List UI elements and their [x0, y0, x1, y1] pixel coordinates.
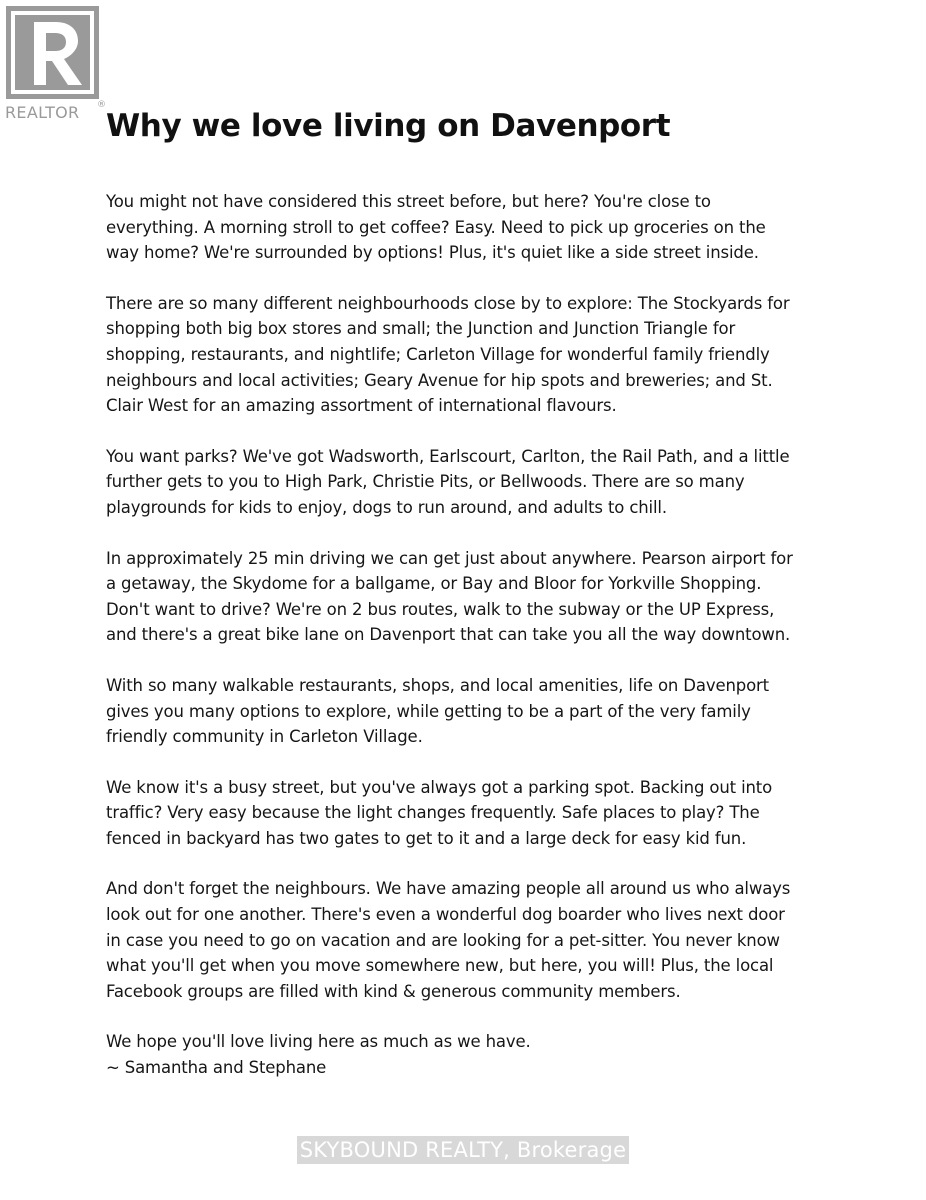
text-line: fenced in backyard has two gates to get to it and a large deck for easy kid fun. [106, 828, 747, 848]
text-line: Clair West for an amazing assortment of international flavours. [106, 396, 617, 416]
text-line: and there's a great bike lane on Davenport that can take you all the way downtown. [106, 625, 791, 645]
page-title: Why we love living on Davenport [106, 108, 671, 144]
text-line: Don't want to drive? We're on 2 bus routes, walk to the subway or the UP Express, [106, 599, 775, 619]
text-line: Facebook groups are filled with kind & generous community members. [106, 981, 681, 1001]
paragraph-signoff [106, 1029, 822, 1080]
letter-body [106, 189, 822, 1106]
paragraph-location [106, 189, 822, 266]
paragraph-amenities [106, 673, 822, 750]
text-line: We hope you'll love living here as much as we have. [106, 1032, 531, 1052]
paragraph-neighbours [106, 876, 822, 1004]
text-line: further gets to you to High Park, Christie Pits, or Bellwoods. There are so many [106, 472, 745, 492]
text-line: neighbours and local activities; Geary Avenue for hip spots and breweries; and St. [106, 370, 773, 390]
text-line: everything. A morning stroll to get coffee? Easy. Need to pick up groceries on the [106, 217, 766, 237]
text-line: We know it's a busy street, but you've always got a parking spot. Backing out into [106, 777, 773, 797]
brokerage-footer [0, 1136, 926, 1164]
registered-mark: ® [97, 100, 106, 110]
text-line: And don't forget the neighbours. We have amazing people all around us who always [106, 879, 791, 899]
text-line: in case you need to go on vacation and are looking for a pet-sitter. You never know [106, 930, 780, 950]
text-line: You might not have considered this street before, but here? You're close to [106, 192, 711, 211]
text-line: In approximately 25 min driving we can get just about anywhere. Pearson airport for [106, 548, 793, 568]
text-line: There are so many different neighbourhoods close by to explore: The Stockyards for [106, 293, 790, 313]
text-line: shopping both big box stores and small; the Junction and Junction Triangle for [106, 319, 736, 339]
paragraph-neighbourhoods [106, 291, 822, 419]
signature-line: ~ Samantha and Stephane [106, 1058, 327, 1078]
text-line: With so many walkable restaurants, shops, and local amenities, life on Davenport [106, 675, 769, 695]
paragraph-transit [106, 546, 822, 648]
text-line: playgrounds for kids to enjoy, dogs to run around, and adults to chill. [106, 497, 667, 517]
paragraph-parking [106, 775, 822, 852]
text-line: traffic? Very easy because the light changes frequently. Safe places to play? The [106, 803, 760, 823]
realtor-r-mark-icon [6, 6, 99, 99]
text-line: a getaway, the Skydome for a ballgame, or Bay and Bloor for Yorkville Shopping. [106, 574, 762, 594]
text-line: look out for one another. There's even a wonderful dog boarder who lives next door [106, 905, 785, 925]
text-line: what you'll get when you move somewhere new, but here, you will! Plus, the local [106, 956, 774, 976]
realtor-logo [5, 6, 107, 126]
text-line: way home? We're surrounded by options! Plus, it's quiet like a side street inside. [106, 243, 759, 263]
realtor-wordmark: REALTOR [5, 103, 80, 122]
brokerage-watermark: SKYBOUND REALTY, Brokerage [297, 1136, 629, 1164]
text-line: friendly community in Carleton Village. [106, 727, 423, 747]
text-line: You want parks? We've got Wadsworth, Earlscourt, Carlton, the Rail Path, and a little [106, 446, 790, 466]
paragraph-parks [106, 444, 822, 521]
text-line: shopping, restaurants, and nightlife; Carleton Village for wonderful family friendly [106, 344, 770, 364]
text-line: gives you many options to explore, while getting to be a part of the very family [106, 701, 751, 721]
